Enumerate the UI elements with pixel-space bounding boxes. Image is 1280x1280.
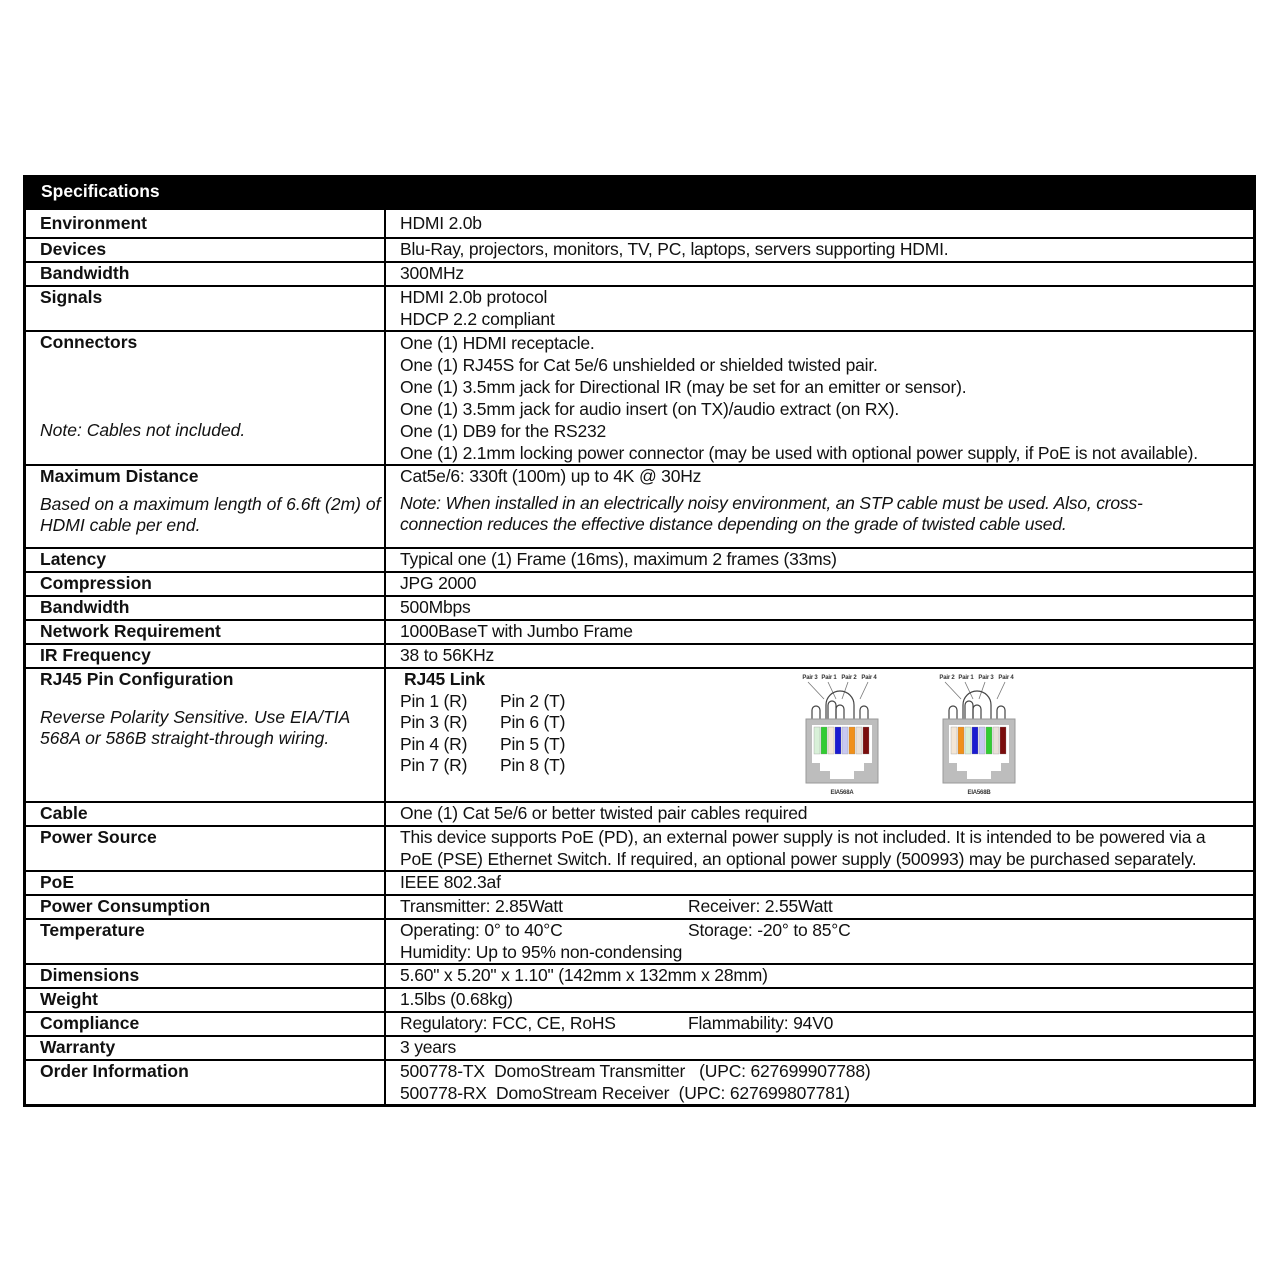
label-text: Connectors (40, 332, 138, 352)
pin-number: 2 (822, 757, 826, 763)
row-value (385, 1012, 1255, 1036)
row-label: Compression (25, 572, 386, 596)
value-line: One (1) 3.5mm jack for Directional IR (may be set for an emitter or sensor). (400, 377, 967, 397)
pin-item: Pin 5 (T) (500, 733, 566, 754)
pointer-arrow (842, 682, 848, 699)
pair-label: Pair 1 (821, 675, 837, 681)
row-label: Temperature (25, 919, 386, 964)
row-value (385, 331, 1255, 465)
row-label: Bandwidth (25, 262, 386, 286)
table-title: Specifications (25, 177, 1255, 210)
table-row (25, 262, 1255, 286)
rj45-link-title: RJ45 Link (404, 669, 485, 689)
table-row (25, 596, 1255, 620)
pin-number: 4 (973, 757, 977, 763)
table-row (25, 209, 1255, 238)
pointer-arrow (997, 682, 1005, 699)
row-label: Bandwidth (25, 596, 386, 620)
pointer-arrow (808, 682, 824, 699)
diagram-caption: EIA568B (967, 790, 991, 796)
wire-5 (842, 727, 848, 754)
wire-2 (821, 727, 827, 754)
row-value: 3 years (385, 1036, 1255, 1060)
wire-6 (986, 727, 992, 754)
label-text: RJ45 Pin Configuration (40, 669, 234, 689)
pin-number: 8 (864, 757, 868, 763)
pin-item: Pin 8 (T) (500, 755, 566, 775)
pair-label: Pair 4 (998, 675, 1014, 681)
table-row (25, 286, 1255, 331)
value-col1: Operating: 0° to 40°C (400, 920, 563, 940)
table-row (25, 1012, 1255, 1036)
rj45-link-block (400, 669, 1253, 801)
row-value: Blu-Ray, projectors, monitors, TV, PC, laptops, servers supporting HDMI. (385, 238, 1255, 262)
pin-number: 7 (857, 757, 861, 763)
pin-number: 3 (829, 757, 833, 763)
pair-loop (860, 706, 868, 719)
pointer-arrow (860, 682, 868, 699)
pin-item: Pin 3 (R) (400, 712, 468, 732)
table-row (25, 331, 1255, 465)
row-label (25, 668, 386, 802)
value-line: 500778-TX DomoStream Transmitter (UPC: 627699907788) (400, 1061, 871, 1081)
wire-7 (856, 727, 862, 754)
table-row (25, 1036, 1255, 1060)
value-line: This device supports PoE (PD), an external power supply is not included. It is intended to be powered via a (400, 827, 1206, 847)
row-value: 1.5lbs (0.68kg) (385, 988, 1255, 1012)
pointer-arrow (979, 682, 985, 699)
row-label: Power Consumption (25, 895, 386, 919)
row-label: Warranty (25, 1036, 386, 1060)
row-value (385, 919, 1255, 964)
wire-6 (849, 727, 855, 754)
row-label: IR Frequency (25, 644, 386, 668)
row-value: Typical one (1) Frame (16ms), maximum 2 frames (33ms) (385, 548, 1255, 572)
pin-number: 2 (959, 757, 963, 763)
pin-item: Pin 1 (R) (400, 690, 468, 711)
table-row (25, 802, 1255, 826)
row-value: 300MHz (385, 262, 1255, 286)
value-line: Cat5e/6: 330ft (100m) up to 4K @ 30Hz (400, 466, 702, 486)
value-line: One (1) 3.5mm jack for audio insert (on TX)/audio extract (on RX). (400, 399, 900, 419)
pair-label: Pair 2 (841, 675, 857, 681)
pin-item: Pin 6 (T) (500, 712, 566, 732)
value-line: HDCP 2.2 compliant (400, 308, 555, 329)
row-value (385, 286, 1255, 331)
pin-number: 1 (815, 757, 819, 763)
eia568a-wiring-diagram (796, 671, 886, 797)
pair-label: Pair 3 (802, 675, 818, 681)
pin-number: 6 (850, 757, 854, 763)
value-col2: Storage: -20° to 85°C (688, 920, 851, 940)
pin-number: 1 (952, 757, 956, 763)
pin-number: 7 (994, 757, 998, 763)
value-line: One (1) 2.1mm locking power connector (may be used with optional power supply, if PoE is not available). (400, 443, 1198, 463)
value-line: One (1) DB9 for the RS232 (400, 421, 607, 441)
diagram-caption: EIA568A (830, 790, 854, 796)
value-line: PoE (PSE) Ethernet Switch. If required, an optional power supply (500993) may be purchased separately. (400, 848, 1197, 869)
value-col1: Regulatory: FCC, CE, RoHS (400, 1013, 616, 1033)
wire-1 (951, 727, 957, 754)
table-row (25, 668, 1255, 802)
row-value (385, 465, 1255, 548)
table-row (25, 238, 1255, 262)
wire-1 (814, 727, 820, 754)
row-label: Power Source (25, 826, 386, 871)
pin-number: 4 (836, 757, 840, 763)
wire-4 (972, 727, 978, 754)
row-label: Signals (25, 286, 386, 331)
table-row (25, 919, 1255, 964)
row-value (385, 826, 1255, 871)
table-row (25, 644, 1255, 668)
pair-loop (997, 706, 1005, 719)
pin-number: 3 (966, 757, 970, 763)
row-label (25, 465, 386, 548)
row-value: JPG 2000 (385, 572, 1255, 596)
row-label: Cable (25, 802, 386, 826)
pin-number: 5 (843, 757, 847, 763)
pair-loop (949, 706, 957, 719)
pair-loop (965, 701, 973, 719)
wire-3 (965, 727, 971, 754)
pin-number: 5 (980, 757, 984, 763)
row-label: Compliance (25, 1012, 386, 1036)
row-label: Devices (25, 238, 386, 262)
pair-loop (836, 705, 844, 719)
table-row (25, 572, 1255, 596)
pair-loop (828, 701, 836, 719)
table-row (25, 895, 1255, 919)
specifications-table (23, 175, 1256, 1107)
pin-item: Pin 4 (R) (400, 733, 468, 754)
table-row (25, 826, 1255, 871)
value-line: 500778-RX DomoStream Receiver (UPC: 627699807781) (400, 1082, 850, 1103)
row-value: 5.60" x 5.20" x 1.10" (142mm x 132mm x 28mm) (385, 964, 1255, 988)
pair-label: Pair 4 (861, 675, 877, 681)
wire-2 (958, 727, 964, 754)
row-value (385, 895, 1255, 919)
table-row (25, 620, 1255, 644)
value-line: HDMI 2.0b protocol (400, 287, 548, 307)
value-line: One (1) HDMI receptacle. (400, 333, 595, 353)
table-row (25, 465, 1255, 548)
pin-number: 6 (987, 757, 991, 763)
value-note: Note: When installed in an electrically noisy environment, an STP cable must be used. Also, cross-connection reduces the effective distance depending on the grade of twisted cable used. (400, 492, 1143, 534)
table-row (25, 988, 1255, 1012)
wire-7 (993, 727, 999, 754)
pin-number: 8 (1001, 757, 1005, 763)
row-label: PoE (25, 871, 386, 895)
row-value (385, 1060, 1255, 1106)
row-label: Dimensions (25, 964, 386, 988)
row-value (385, 668, 1255, 802)
table-header (25, 177, 1255, 210)
wire-8 (1000, 727, 1006, 754)
value-line: One (1) RJ45S for Cat 5e/6 unshielded or shielded twisted pair. (400, 355, 878, 375)
pin-item: Pin 7 (R) (400, 755, 468, 775)
pair-label: Pair 3 (978, 675, 994, 681)
value-col1: Transmitter: 2.85Watt (400, 896, 563, 916)
pair-label: Pair 2 (939, 675, 955, 681)
table-row (25, 964, 1255, 988)
eia568b-wiring-diagram (933, 671, 1023, 797)
row-value: 1000BaseT with Jumbo Frame (385, 620, 1255, 644)
value-line: Humidity: Up to 95% non-condensing (400, 941, 683, 962)
row-value: 38 to 56KHz (385, 644, 1255, 668)
row-label: Network Requirement (25, 620, 386, 644)
row-label: Order Information (25, 1060, 386, 1106)
row-value: One (1) Cat 5e/6 or better twisted pair cables required (385, 802, 1255, 826)
pin-item: Pin 2 (T) (500, 690, 566, 711)
wire-8 (863, 727, 869, 754)
table-row (25, 871, 1255, 895)
label-note: Based on a maximum length of 6.6ft (2m) of HDMI cable per end. (40, 493, 381, 535)
label-text: Maximum Distance (40, 466, 199, 486)
wire-5 (979, 727, 985, 754)
row-label: Latency (25, 548, 386, 572)
value-col2: Flammability: 94V0 (688, 1013, 834, 1033)
row-label: Weight (25, 988, 386, 1012)
pointer-arrow (945, 682, 961, 699)
table-row (25, 1060, 1255, 1106)
row-value: IEEE 802.3af (385, 871, 1255, 895)
row-value: 500Mbps (385, 596, 1255, 620)
wire-4 (835, 727, 841, 754)
row-label: Environment (25, 209, 386, 238)
table-row (25, 548, 1255, 572)
wire-3 (828, 727, 834, 754)
label-note: Note: Cables not included. (40, 419, 246, 440)
pair-loop (812, 706, 820, 719)
row-value: HDMI 2.0b (385, 209, 1255, 238)
value-col2: Receiver: 2.55Watt (688, 896, 833, 916)
pair-loop (973, 705, 981, 719)
row-label (25, 331, 386, 465)
label-note: Reverse Polarity Sensitive. Use EIA/TIA 568A or 586B straight-through wiring. (40, 706, 350, 748)
pair-label: Pair 1 (958, 675, 974, 681)
